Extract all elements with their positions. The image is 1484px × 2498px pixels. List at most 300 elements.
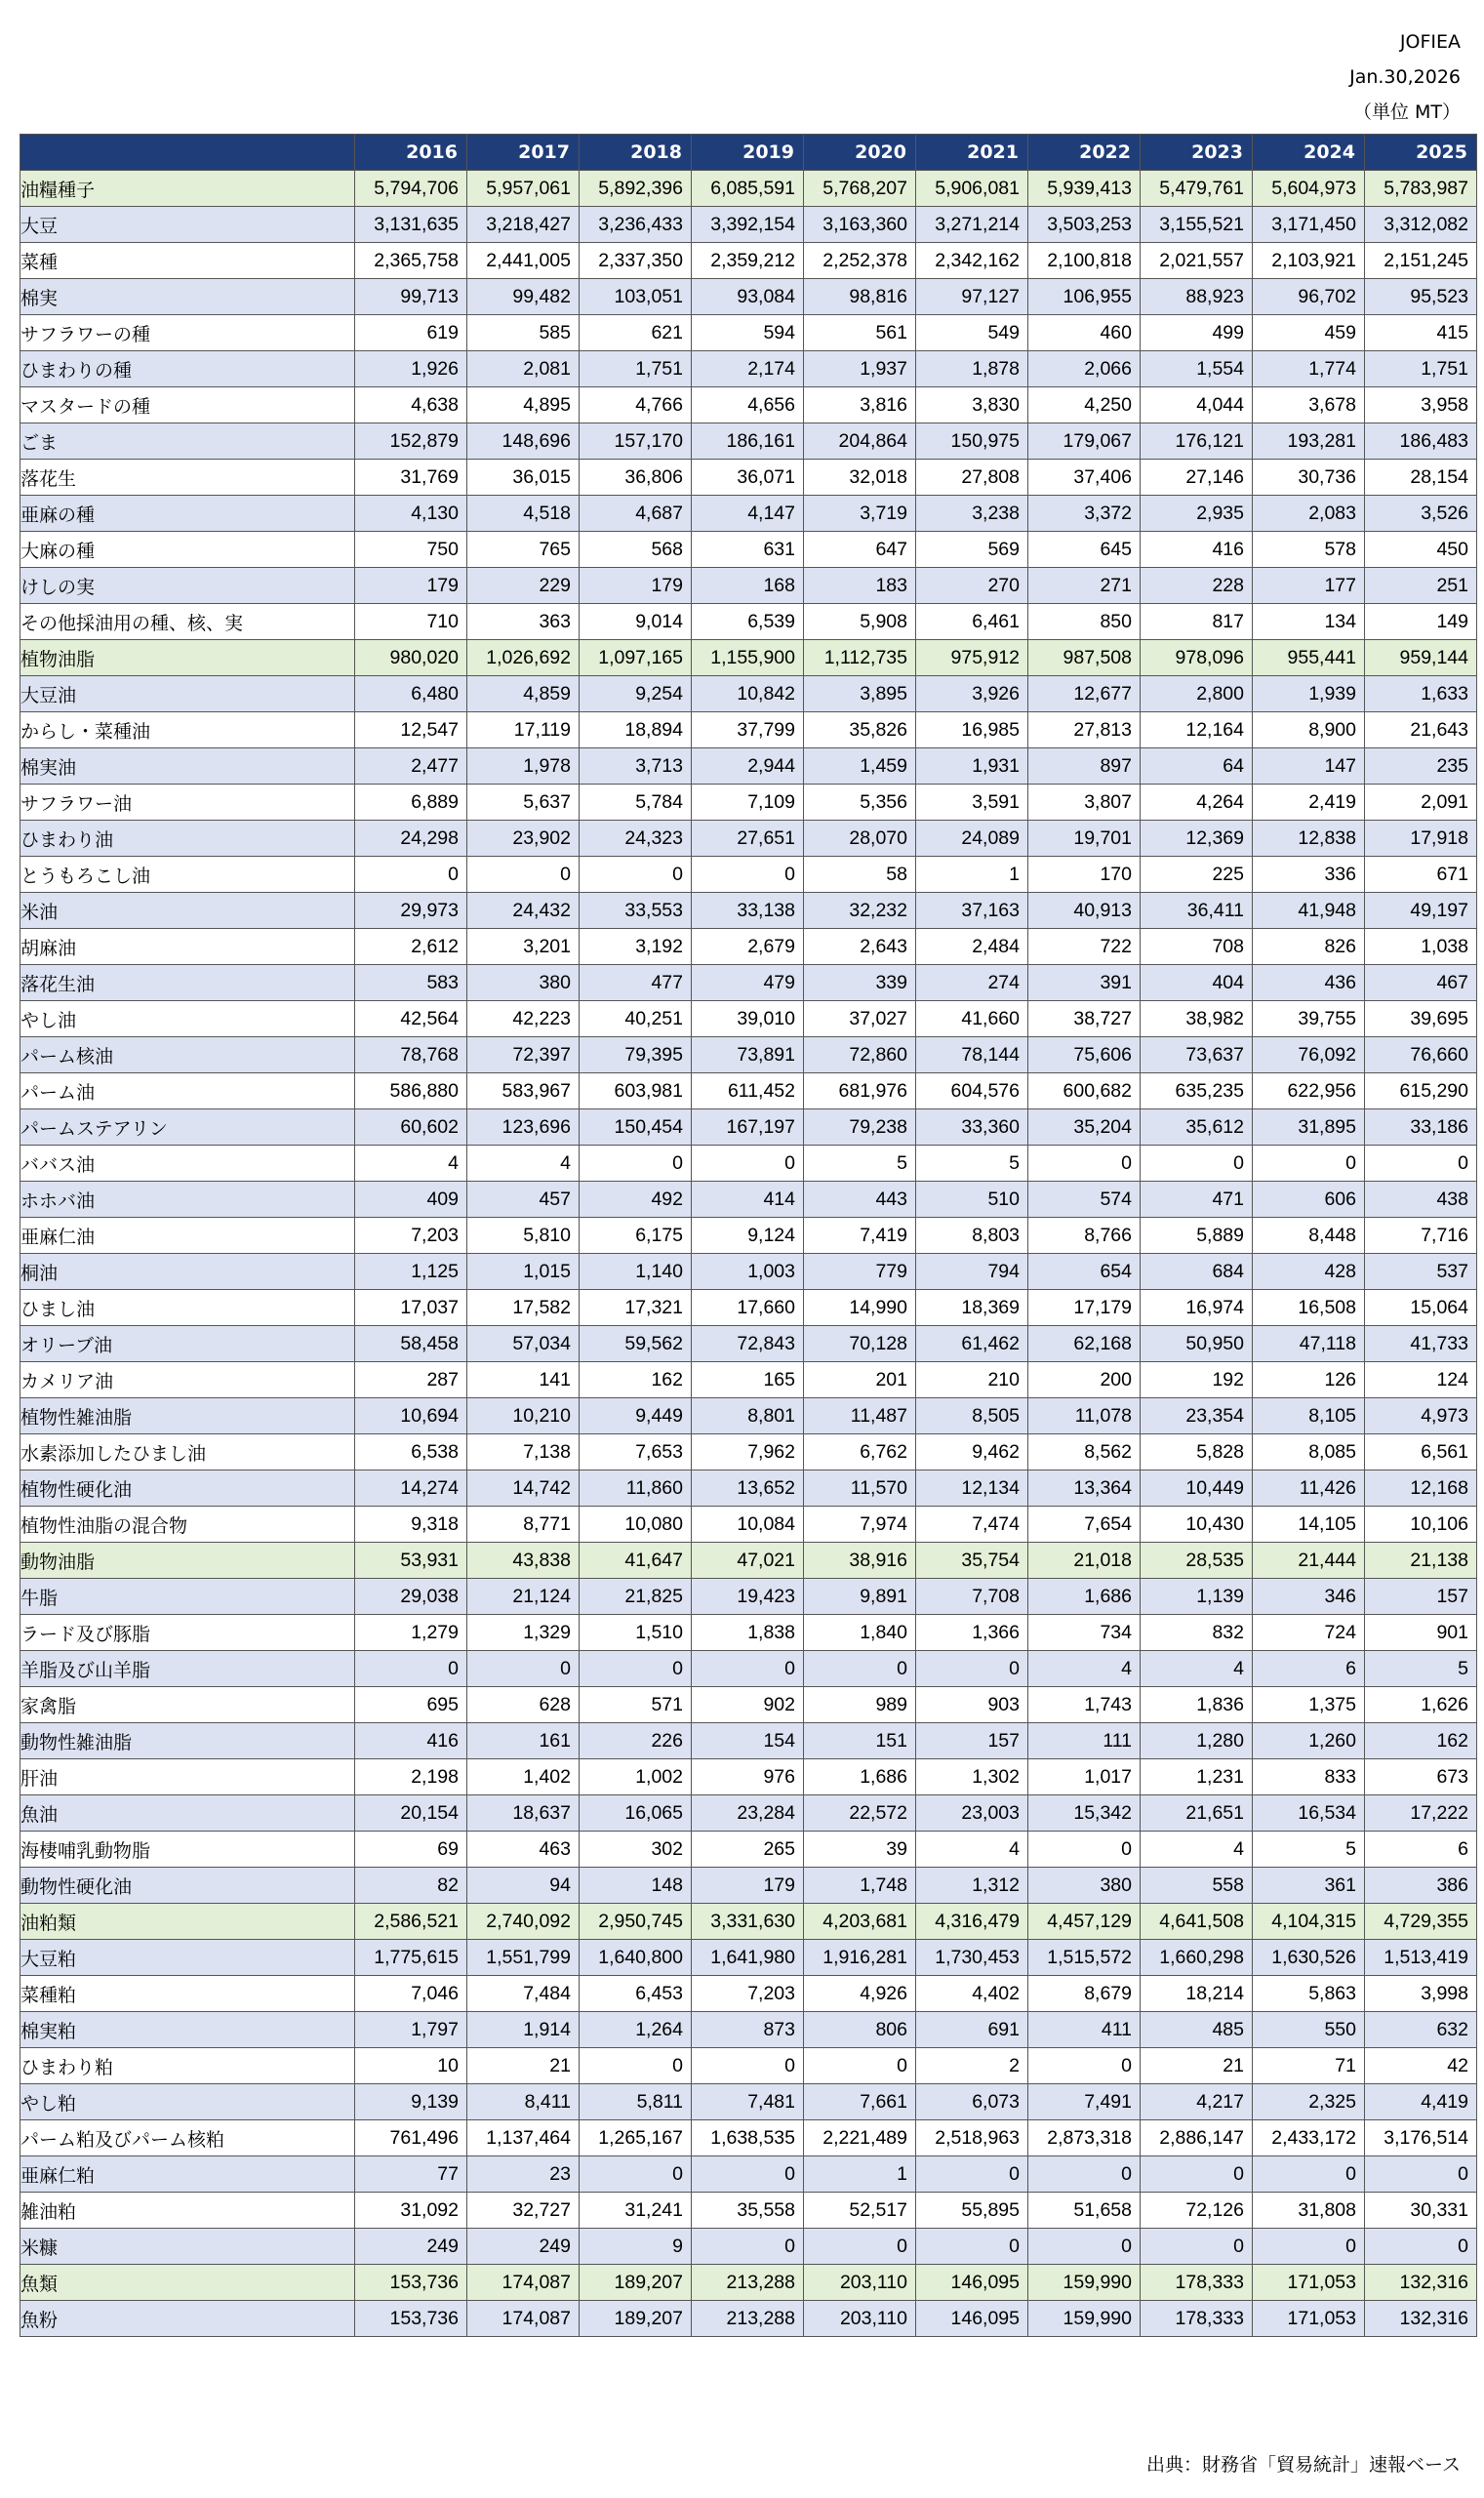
value-cell: 21,444	[1253, 1543, 1365, 1579]
table-row	[20, 1868, 1477, 1904]
value-cell: 8,803	[916, 1218, 1028, 1254]
value-cell: 722	[1028, 929, 1141, 965]
value-cell: 23,902	[467, 821, 580, 857]
year-header: 2022	[1028, 135, 1141, 171]
value-cell: 178,333	[1141, 2301, 1253, 2337]
value-cell: 17,321	[580, 1290, 692, 1326]
year-header: 2025	[1365, 135, 1477, 171]
item-name: 家禽脂	[20, 1687, 355, 1723]
item-name: 大豆油	[20, 676, 355, 712]
report-meta	[1349, 24, 1461, 130]
table-row	[20, 2012, 1477, 2048]
value-cell: 15,064	[1365, 1290, 1477, 1326]
value-cell: 3,830	[916, 387, 1028, 423]
value-cell: 1,931	[916, 748, 1028, 785]
value-cell: 1,279	[355, 1615, 467, 1651]
value-cell: 32,232	[804, 893, 916, 929]
value-cell: 510	[916, 1182, 1028, 1218]
year-header: 2018	[580, 135, 692, 171]
value-cell: 57,034	[467, 1326, 580, 1362]
value-cell: 1,751	[580, 351, 692, 387]
category-name: 動物油脂	[20, 1543, 355, 1579]
table-row	[20, 315, 1477, 351]
value-cell: 2,359,212	[692, 243, 804, 279]
value-cell: 1,926	[355, 351, 467, 387]
value-cell: 4,457,129	[1028, 1904, 1141, 1940]
value-cell: 72,860	[804, 1037, 916, 1073]
value-cell: 1,916,281	[804, 1940, 916, 1976]
value-cell: 159,990	[1028, 2301, 1141, 2337]
value-cell: 161	[467, 1723, 580, 1759]
value-cell: 31,092	[355, 2193, 467, 2229]
value-cell: 265	[692, 1832, 804, 1868]
value-cell: 1,686	[1028, 1579, 1141, 1615]
value-cell: 1,638,535	[692, 2120, 804, 2156]
value-cell: 2,419	[1253, 785, 1365, 821]
value-cell: 270	[916, 568, 1028, 604]
value-cell: 2	[916, 2048, 1028, 2084]
table-row	[20, 1687, 1477, 1723]
value-cell: 9,139	[355, 2084, 467, 2120]
value-cell: 22,572	[804, 1795, 916, 1832]
value-cell: 5	[916, 1146, 1028, 1182]
value-cell: 987,508	[1028, 640, 1141, 676]
value-cell: 873	[692, 2012, 804, 2048]
value-cell: 1,751	[1365, 351, 1477, 387]
value-cell: 5,957,061	[467, 171, 580, 207]
value-cell: 3,503,253	[1028, 207, 1141, 243]
value-cell: 603,981	[580, 1073, 692, 1109]
value-cell: 346	[1253, 1579, 1365, 1615]
value-cell: 3,218,427	[467, 207, 580, 243]
value-cell: 192	[1141, 1362, 1253, 1398]
table-header-row	[20, 135, 1477, 171]
value-cell: 3,998	[1365, 1976, 1477, 2012]
value-cell: 386	[1365, 1868, 1477, 1904]
value-cell: 1,112,735	[804, 640, 916, 676]
value-cell: 8,105	[1253, 1398, 1365, 1434]
item-name: ひまわり粕	[20, 2048, 355, 2084]
value-cell: 606	[1253, 1182, 1365, 1218]
year-header: 2016	[355, 135, 467, 171]
value-cell: 193,281	[1253, 423, 1365, 460]
value-cell: 52,517	[804, 2193, 916, 2229]
value-cell: 7,708	[916, 1579, 1028, 1615]
value-cell: 673	[1365, 1759, 1477, 1795]
value-cell: 9,124	[692, 1218, 804, 1254]
table-row	[20, 1976, 1477, 2012]
value-cell: 635,235	[1141, 1073, 1253, 1109]
value-cell: 0	[1028, 1832, 1141, 1868]
value-cell: 0	[804, 2229, 916, 2265]
value-cell: 7,046	[355, 1976, 467, 2012]
value-cell: 2,081	[467, 351, 580, 387]
value-cell: 5,906,081	[916, 171, 1028, 207]
value-cell: 339	[804, 965, 916, 1001]
value-cell: 485	[1141, 2012, 1253, 2048]
value-cell: 903	[916, 1687, 1028, 1723]
value-cell: 0	[1028, 2048, 1141, 2084]
item-name: とうもろこし油	[20, 857, 355, 893]
value-cell: 1,630,526	[1253, 1940, 1365, 1976]
item-name: 植物性雑油脂	[20, 1398, 355, 1434]
value-cell: 0	[467, 1651, 580, 1687]
value-cell: 3,372	[1028, 496, 1141, 532]
value-cell: 1,366	[916, 1615, 1028, 1651]
value-cell: 806	[804, 2012, 916, 2048]
category-name: 魚類	[20, 2265, 355, 2301]
value-cell: 1,515,572	[1028, 1940, 1141, 1976]
item-name: サフラワーの種	[20, 315, 355, 351]
value-cell: 569	[916, 532, 1028, 568]
value-cell: 37,799	[692, 712, 804, 748]
value-cell: 78,144	[916, 1037, 1028, 1073]
value-cell: 558	[1141, 1868, 1253, 1904]
value-cell: 479	[692, 965, 804, 1001]
value-cell: 8,085	[1253, 1434, 1365, 1471]
value-cell: 1,002	[580, 1759, 692, 1795]
value-cell: 39,010	[692, 1001, 804, 1037]
value-cell: 5,889	[1141, 1218, 1253, 1254]
value-cell: 1,510	[580, 1615, 692, 1651]
value-cell: 411	[1028, 2012, 1141, 2048]
table-row	[20, 929, 1477, 965]
value-cell: 604,576	[916, 1073, 1028, 1109]
value-cell: 3,719	[804, 496, 916, 532]
value-cell: 14,990	[804, 1290, 916, 1326]
value-cell: 179	[355, 568, 467, 604]
value-cell: 17,037	[355, 1290, 467, 1326]
value-cell: 5,784	[580, 785, 692, 821]
value-cell: 14,742	[467, 1471, 580, 1507]
value-cell: 568	[580, 532, 692, 568]
value-cell: 28,070	[804, 821, 916, 857]
value-cell: 79,395	[580, 1037, 692, 1073]
value-cell: 167,197	[692, 1109, 804, 1146]
org-name: JOFIEA	[1399, 31, 1461, 53]
value-cell: 4,402	[916, 1976, 1028, 2012]
value-cell: 12,547	[355, 712, 467, 748]
item-name: 大麻の種	[20, 532, 355, 568]
value-cell: 2,174	[692, 351, 804, 387]
value-cell: 684	[1141, 1254, 1253, 1290]
value-cell: 35,754	[916, 1543, 1028, 1579]
value-cell: 6,085,591	[692, 171, 804, 207]
value-cell: 159,990	[1028, 2265, 1141, 2301]
value-cell: 471	[1141, 1182, 1253, 1218]
value-cell: 5	[1365, 1651, 1477, 1687]
value-cell: 4,419	[1365, 2084, 1477, 2120]
value-cell: 213,288	[692, 2265, 804, 2301]
value-cell: 959,144	[1365, 640, 1477, 676]
value-cell: 5,828	[1141, 1434, 1253, 1471]
item-name: 亜麻仁油	[20, 1218, 355, 1254]
value-cell: 550	[1253, 2012, 1365, 2048]
value-cell: 210	[916, 1362, 1028, 1398]
value-cell: 17,119	[467, 712, 580, 748]
value-cell: 50,950	[1141, 1326, 1253, 1362]
value-cell: 111	[1028, 1723, 1141, 1759]
value-cell: 0	[1365, 2156, 1477, 2193]
category-row	[20, 640, 1477, 676]
value-cell: 0	[1141, 2156, 1253, 2193]
value-cell: 1,797	[355, 2012, 467, 2048]
value-cell: 35,204	[1028, 1109, 1141, 1146]
value-cell: 249	[355, 2229, 467, 2265]
value-cell: 779	[804, 1254, 916, 1290]
value-cell: 12,369	[1141, 821, 1253, 857]
value-cell: 0	[1253, 2229, 1365, 2265]
value-cell: 33,186	[1365, 1109, 1477, 1146]
value-cell: 628	[467, 1687, 580, 1723]
value-cell: 0	[1141, 1146, 1253, 1182]
value-cell: 162	[1365, 1723, 1477, 1759]
value-cell: 3,807	[1028, 785, 1141, 821]
value-cell: 0	[580, 2156, 692, 2193]
value-cell: 132,316	[1365, 2265, 1477, 2301]
value-cell: 654	[1028, 1254, 1141, 1290]
value-cell: 23,003	[916, 1795, 1028, 1832]
value-cell: 6,175	[580, 1218, 692, 1254]
value-cell: 36,071	[692, 460, 804, 496]
value-cell: 4	[1141, 1651, 1253, 1687]
table-row	[20, 2084, 1477, 2120]
table-row	[20, 460, 1477, 496]
value-cell: 443	[804, 1182, 916, 1218]
value-cell: 4,264	[1141, 785, 1253, 821]
value-cell: 201	[804, 1362, 916, 1398]
value-cell: 11,078	[1028, 1398, 1141, 1434]
value-cell: 1,231	[1141, 1759, 1253, 1795]
item-name: 動物性硬化油	[20, 1868, 355, 1904]
value-cell: 72,126	[1141, 2193, 1253, 2229]
value-cell: 62,168	[1028, 1326, 1141, 1362]
value-cell: 27,813	[1028, 712, 1141, 748]
value-cell: 1,459	[804, 748, 916, 785]
table-row	[20, 785, 1477, 821]
value-cell: 1,914	[467, 2012, 580, 2048]
value-cell: 902	[692, 1687, 804, 1723]
value-cell: 7,481	[692, 2084, 804, 2120]
value-cell: 363	[467, 604, 580, 640]
value-cell: 5,811	[580, 2084, 692, 2120]
value-cell: 177	[1253, 568, 1365, 604]
value-cell: 5	[804, 1146, 916, 1182]
year-header: 2019	[692, 135, 804, 171]
value-cell: 302	[580, 1832, 692, 1868]
value-cell: 833	[1253, 1759, 1365, 1795]
item-name: 落花生	[20, 460, 355, 496]
value-cell: 3,958	[1365, 387, 1477, 423]
value-cell: 671	[1365, 857, 1477, 893]
value-cell: 1,939	[1253, 676, 1365, 712]
value-cell: 0	[692, 2229, 804, 2265]
value-cell: 2,935	[1141, 496, 1253, 532]
value-cell: 88,923	[1141, 279, 1253, 315]
value-cell: 0	[1253, 2156, 1365, 2193]
value-cell: 621	[580, 315, 692, 351]
value-cell: 537	[1365, 1254, 1477, 1290]
value-cell: 4,729,355	[1365, 1904, 1477, 1940]
value-cell: 5,783,987	[1365, 171, 1477, 207]
value-cell: 10,106	[1365, 1507, 1477, 1543]
value-cell: 78,768	[355, 1037, 467, 1073]
year-header: 2021	[916, 135, 1028, 171]
value-cell: 6	[1253, 1651, 1365, 1687]
value-cell: 3,236,433	[580, 207, 692, 243]
table-row	[20, 423, 1477, 460]
value-cell: 6,461	[916, 604, 1028, 640]
value-cell: 43,838	[467, 1543, 580, 1579]
item-name: やし粕	[20, 2084, 355, 2120]
value-cell: 0	[1365, 1146, 1477, 1182]
value-cell: 7,203	[355, 1218, 467, 1254]
value-cell: 10	[355, 2048, 467, 2084]
value-cell: 0	[1253, 1146, 1365, 1182]
unit-label: （単位 MT）	[1352, 101, 1461, 123]
value-cell: 165	[692, 1362, 804, 1398]
item-name: 落花生油	[20, 965, 355, 1001]
value-cell: 7,109	[692, 785, 804, 821]
value-cell: 7,491	[1028, 2084, 1141, 2120]
value-cell: 459	[1253, 315, 1365, 351]
value-cell: 710	[355, 604, 467, 640]
value-cell: 18,214	[1141, 1976, 1253, 2012]
value-cell: 3,312,082	[1365, 207, 1477, 243]
value-cell: 2,091	[1365, 785, 1477, 821]
value-cell: 0	[1365, 2229, 1477, 2265]
value-cell: 19,701	[1028, 821, 1141, 857]
value-cell: 41,660	[916, 1001, 1028, 1037]
value-cell: 2,679	[692, 929, 804, 965]
value-cell: 2,342,162	[916, 243, 1028, 279]
value-cell: 1,748	[804, 1868, 916, 1904]
value-cell: 0	[580, 2048, 692, 2084]
value-cell: 549	[916, 315, 1028, 351]
value-cell: 42,223	[467, 1001, 580, 1037]
value-cell: 29,973	[355, 893, 467, 929]
value-cell: 60,602	[355, 1109, 467, 1146]
value-cell: 980,020	[355, 640, 467, 676]
table-row	[20, 1940, 1477, 1976]
value-cell: 578	[1253, 532, 1365, 568]
value-cell: 7,974	[804, 1507, 916, 1543]
value-cell: 162	[580, 1362, 692, 1398]
table-row	[20, 1254, 1477, 1290]
table-row	[20, 748, 1477, 785]
value-cell: 77	[355, 2156, 467, 2193]
item-name: 菜種粕	[20, 1976, 355, 2012]
value-cell: 691	[916, 2012, 1028, 2048]
value-cell: 1,551,799	[467, 1940, 580, 1976]
value-cell: 229	[467, 568, 580, 604]
value-cell: 151	[804, 1723, 916, 1759]
item-name: ホホバ油	[20, 1182, 355, 1218]
value-cell: 21	[467, 2048, 580, 2084]
value-cell: 0	[580, 1651, 692, 1687]
value-cell: 1,125	[355, 1254, 467, 1290]
value-cell: 55,895	[916, 2193, 1028, 2229]
value-cell: 1,280	[1141, 1723, 1253, 1759]
value-cell: 53,931	[355, 1543, 467, 1579]
value-cell: 8,766	[1028, 1218, 1141, 1254]
table-row	[20, 1290, 1477, 1326]
value-cell: 27,651	[692, 821, 804, 857]
value-cell: 380	[467, 965, 580, 1001]
value-cell: 16,985	[916, 712, 1028, 748]
value-cell: 4,656	[692, 387, 804, 423]
item-name: 大豆	[20, 207, 355, 243]
value-cell: 1,626	[1365, 1687, 1477, 1723]
value-cell: 72,397	[467, 1037, 580, 1073]
value-cell: 38,727	[1028, 1001, 1141, 1037]
year-header: 2023	[1141, 135, 1253, 171]
value-cell: 2,151,245	[1365, 243, 1477, 279]
value-cell: 3,392,154	[692, 207, 804, 243]
value-cell: 4	[467, 1146, 580, 1182]
category-row	[20, 1543, 1477, 1579]
value-cell: 94	[467, 1868, 580, 1904]
value-cell: 51,658	[1028, 2193, 1141, 2229]
table-row	[20, 965, 1477, 1001]
value-cell: 2,433,172	[1253, 2120, 1365, 2156]
value-cell: 1,026,692	[467, 640, 580, 676]
item-name: 魚油	[20, 1795, 355, 1832]
value-cell: 149	[1365, 604, 1477, 640]
value-cell: 4,518	[467, 496, 580, 532]
value-cell: 978,096	[1141, 640, 1253, 676]
table-body	[20, 171, 1477, 2337]
value-cell: 3,713	[580, 748, 692, 785]
value-cell: 0	[355, 857, 467, 893]
value-cell: 70,128	[804, 1326, 916, 1362]
value-cell: 21,651	[1141, 1795, 1253, 1832]
source-note: 出典：財務省「貿易統計」速報ベース	[1145, 2454, 1461, 2476]
value-cell: 681,976	[804, 1073, 916, 1109]
value-cell: 71	[1253, 2048, 1365, 2084]
value-cell: 4,130	[355, 496, 467, 532]
item-name: 雑油粕	[20, 2193, 355, 2229]
value-cell: 9,254	[580, 676, 692, 712]
value-cell: 97,127	[916, 279, 1028, 315]
value-cell: 37,163	[916, 893, 1028, 929]
value-cell: 571	[580, 1687, 692, 1723]
value-cell: 1,038	[1365, 929, 1477, 965]
category-row	[20, 2265, 1477, 2301]
value-cell: 336	[1253, 857, 1365, 893]
value-cell: 228	[1141, 568, 1253, 604]
value-cell: 179	[692, 1868, 804, 1904]
value-cell: 14,274	[355, 1471, 467, 1507]
value-cell: 5,908	[804, 604, 916, 640]
value-cell: 826	[1253, 929, 1365, 965]
table-row	[20, 857, 1477, 893]
value-cell: 594	[692, 315, 804, 351]
value-cell: 39,695	[1365, 1001, 1477, 1037]
value-cell: 39	[804, 1832, 916, 1868]
value-cell: 734	[1028, 1615, 1141, 1651]
item-name: からし・菜種油	[20, 712, 355, 748]
category-name: 油粕類	[20, 1904, 355, 1940]
value-cell: 2,103,921	[1253, 243, 1365, 279]
value-cell: 2,325	[1253, 2084, 1365, 2120]
value-cell: 179,067	[1028, 423, 1141, 460]
value-cell: 148,696	[467, 423, 580, 460]
value-cell: 631	[692, 532, 804, 568]
value-cell: 0	[916, 1651, 1028, 1687]
value-cell: 153,736	[355, 2265, 467, 2301]
value-cell: 0	[804, 2048, 916, 2084]
